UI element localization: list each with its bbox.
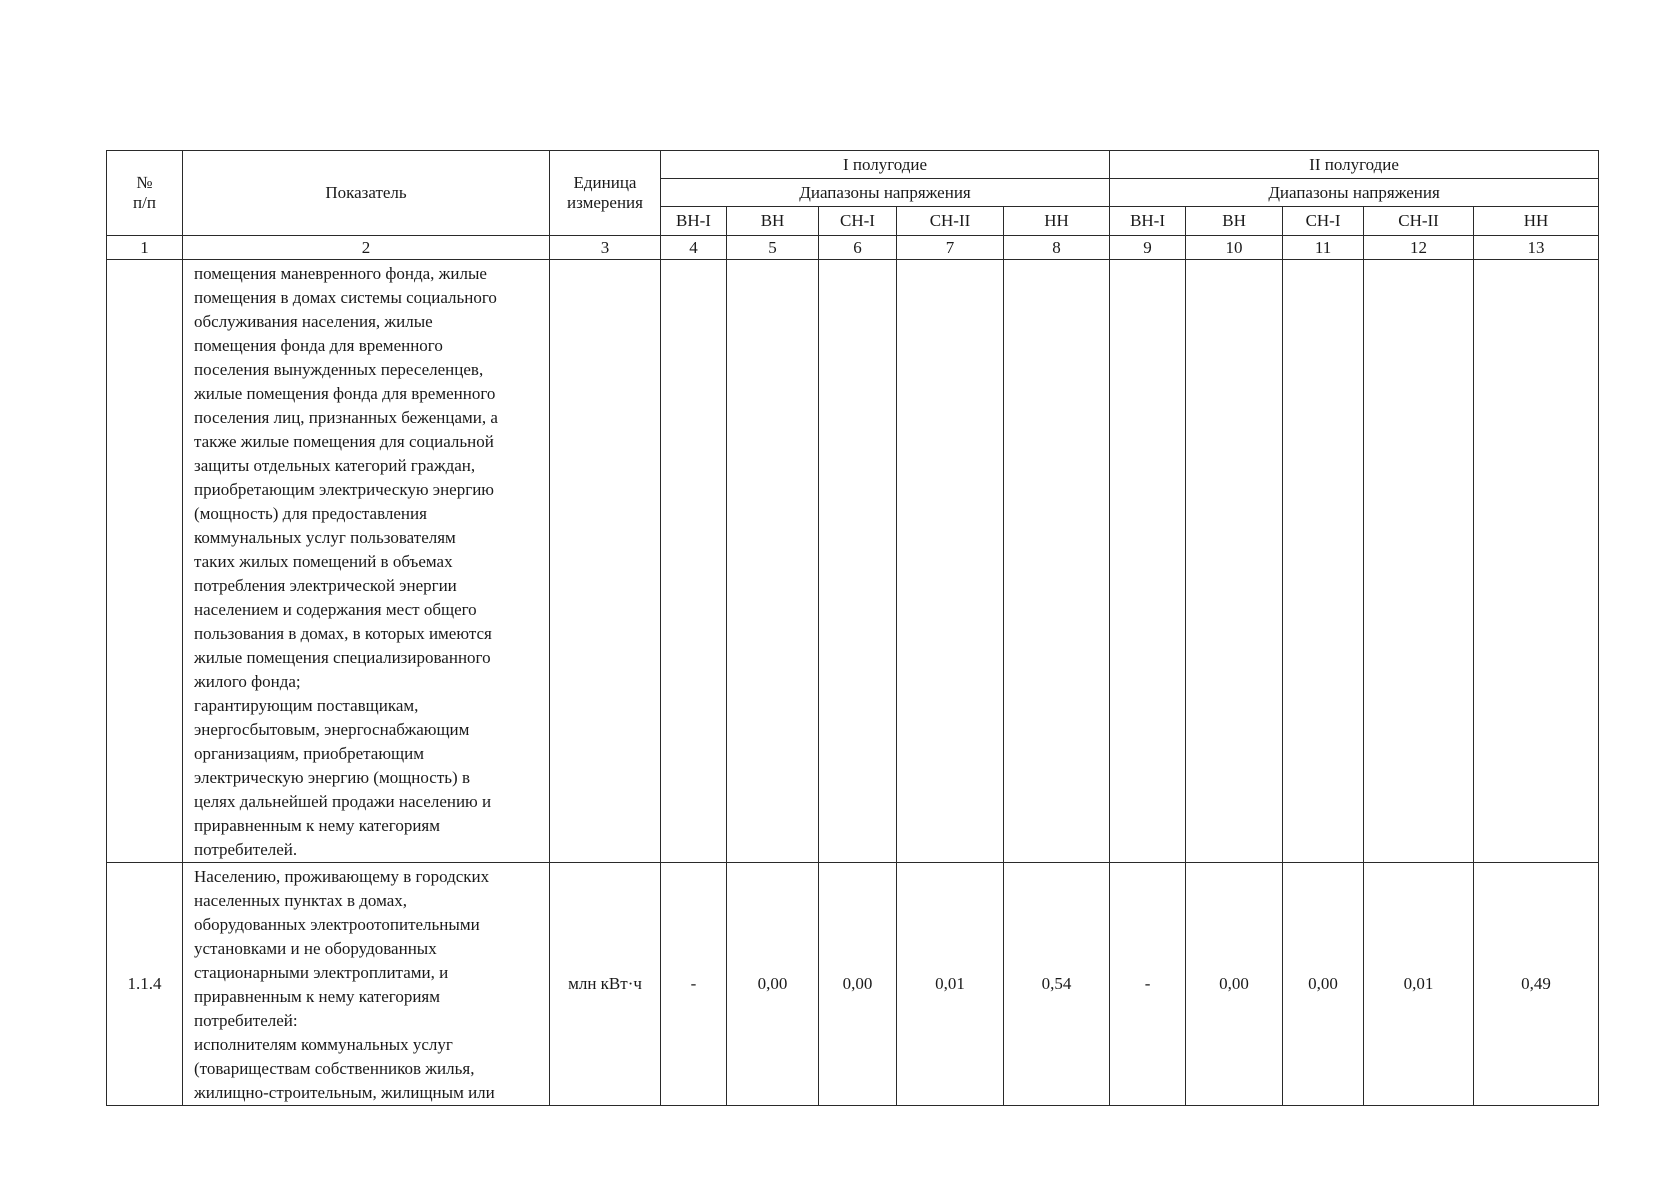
- column-number: 12: [1364, 236, 1474, 260]
- text-line: таких жилых помещений в объемах: [194, 552, 453, 571]
- text-line: электрическую энергию (мощность) в: [194, 768, 470, 787]
- value-cell: 0,01: [897, 863, 1004, 1106]
- row-unit: млн кВт·ч: [550, 863, 661, 1106]
- text-line: также жилые помещения для социальной: [194, 432, 494, 451]
- text-line: приобретающим электрическую энергию: [194, 480, 494, 499]
- header-level: НН: [1474, 207, 1599, 236]
- cell-empty: [1004, 260, 1110, 863]
- value-cell: -: [1110, 863, 1186, 1106]
- text-line: организациям, приобретающим: [194, 744, 424, 763]
- column-number: 11: [1283, 236, 1364, 260]
- text-line: потребителей.: [194, 840, 298, 859]
- header-level: ВН-I: [661, 207, 727, 236]
- text-line: гарантирующим поставщикам,: [194, 696, 419, 715]
- text-line: защиты отдельных категорий граждан,: [194, 456, 476, 475]
- cell-empty: [819, 260, 897, 863]
- cell-empty: [550, 260, 661, 863]
- header-indicator: Показатель: [183, 151, 550, 236]
- continuation-text: [183, 260, 550, 863]
- cell-empty: [1474, 260, 1599, 863]
- text-line: Населению, проживающему в городских: [194, 867, 490, 886]
- header-half-1: I полугодие: [661, 151, 1110, 179]
- text-line: (товариществам собственников жилья,: [194, 1059, 475, 1078]
- header-ranges-1: Диапазоны напряжения: [661, 179, 1110, 207]
- text-line: жилищно-строительным, жилищным или: [194, 1083, 495, 1102]
- value-cell: 0,00: [1186, 863, 1283, 1106]
- column-number-row: [107, 236, 1599, 260]
- column-number: 9: [1110, 236, 1186, 260]
- text-line: жилого фонда;: [194, 672, 301, 691]
- text-line: энергосбытовым, энергоснабжающим: [194, 720, 470, 739]
- table-row-1-1-4: [107, 863, 1599, 1106]
- text-line: целях дальнейшей продажи населению и: [194, 792, 492, 811]
- text-line: помещения в домах системы социального: [194, 288, 497, 307]
- cell-empty: [727, 260, 819, 863]
- text-line: поселения лиц, признанных беженцами, а: [194, 408, 498, 427]
- cell-empty: [107, 260, 183, 863]
- tariff-table: [106, 150, 1599, 1106]
- text-line: населенных пунктах в домах,: [194, 891, 408, 910]
- continuation-row: [107, 260, 1599, 863]
- column-number: 2: [183, 236, 550, 260]
- column-number: 10: [1186, 236, 1283, 260]
- text-line: коммунальных услуг пользователям: [194, 528, 456, 547]
- text-line: оборудованных электроотопительными: [194, 915, 480, 934]
- value-cell: 0,00: [819, 863, 897, 1106]
- text-line: исполнителям коммунальных услуг: [194, 1035, 453, 1054]
- text-line: установками и не оборудованных: [194, 939, 437, 958]
- header-row-1: [107, 151, 1599, 179]
- cell-empty: [1283, 260, 1364, 863]
- value-cell: -: [661, 863, 727, 1106]
- header-ranges-2: Диапазоны напряжения: [1110, 179, 1599, 207]
- column-number: 6: [819, 236, 897, 260]
- row-number: 1.1.4: [107, 863, 183, 1106]
- cell-empty: [1110, 260, 1186, 863]
- row-description: [183, 863, 550, 1106]
- text-line: приравненным к нему категориям: [194, 816, 441, 835]
- column-number: 1: [107, 236, 183, 260]
- header-level: ВН: [727, 207, 819, 236]
- text-line: стационарными электроплитами, и: [194, 963, 449, 982]
- text-line: обслуживания населения, жилые: [194, 312, 433, 331]
- text-line: (мощность) для предоставления: [194, 504, 427, 523]
- column-number: 13: [1474, 236, 1599, 260]
- text-line: приравненным к нему категориям: [194, 987, 441, 1006]
- value-cell: 0,00: [727, 863, 819, 1106]
- text-line: поселения вынужденных переселенцев,: [194, 360, 484, 379]
- header-level: СН-II: [897, 207, 1004, 236]
- cell-empty: [661, 260, 727, 863]
- value-cell: 0,54: [1004, 863, 1110, 1106]
- column-number: 4: [661, 236, 727, 260]
- text-line: потребления электрической энергии: [194, 576, 457, 595]
- cell-empty: [1186, 260, 1283, 863]
- text-line: жилые помещения специализированного: [194, 648, 491, 667]
- text-line: потребителей:: [194, 1011, 298, 1030]
- header-level: ВН: [1186, 207, 1283, 236]
- header-level: СН-I: [1283, 207, 1364, 236]
- cell-empty: [1364, 260, 1474, 863]
- value-cell: 0,49: [1474, 863, 1599, 1106]
- column-number: 5: [727, 236, 819, 260]
- header-level: СН-II: [1364, 207, 1474, 236]
- text-line: пользования в домах, в которых имеются: [194, 624, 492, 643]
- text-line: помещения фонда для временного: [194, 336, 443, 355]
- text-line: помещения маневренного фонда, жилые: [194, 264, 487, 283]
- text-line: жилые помещения фонда для временного: [194, 384, 496, 403]
- text-line: населением и содержания мест общего: [194, 600, 477, 619]
- header-unit: Единица измерения: [550, 151, 661, 236]
- value-cell: 0,01: [1364, 863, 1474, 1106]
- column-number: 3: [550, 236, 661, 260]
- header-level: ВН-I: [1110, 207, 1186, 236]
- value-cell: 0,00: [1283, 863, 1364, 1106]
- header-level: СН-I: [819, 207, 897, 236]
- header-no: № п/п: [107, 151, 183, 236]
- cell-empty: [897, 260, 1004, 863]
- header-level: НН: [1004, 207, 1110, 236]
- column-number: 7: [897, 236, 1004, 260]
- column-number: 8: [1004, 236, 1110, 260]
- header-half-2: II полугодие: [1110, 151, 1599, 179]
